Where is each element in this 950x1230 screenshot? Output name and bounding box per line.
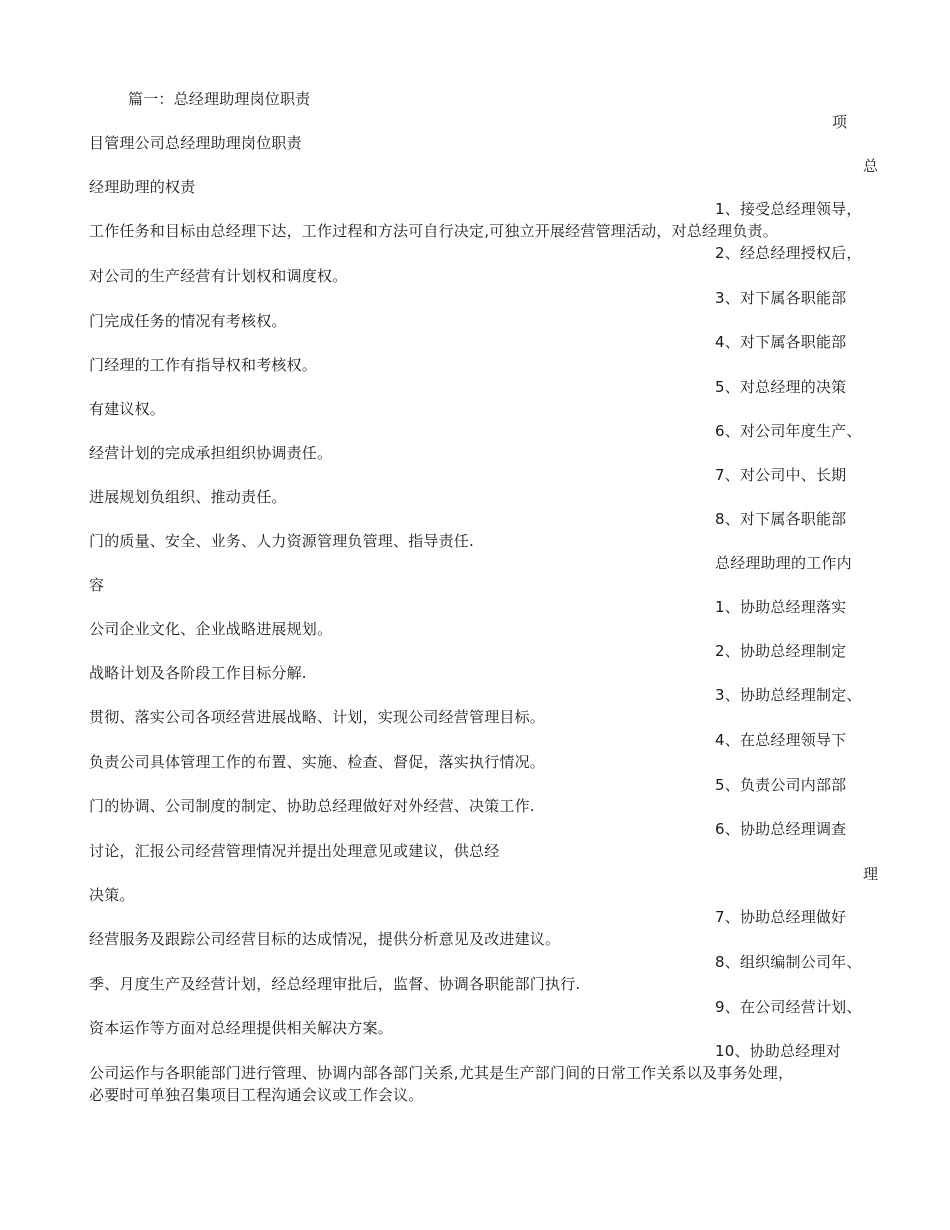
numbered-fragment: 4、对下属各职能部 [715, 333, 847, 351]
numbered-fragment: 8、对下属各职能部 [715, 510, 847, 528]
text-line: 季、月度生产及经营计划，经总经理审批后，监督、协调各职能部门执行. [89, 975, 581, 993]
numbered-fragment: 5、负责公司内部部 [715, 776, 847, 794]
numbered-fragment: 2、协助总经理制定 [715, 642, 847, 660]
text-line: 有建议权。 [89, 400, 166, 418]
document-title: 篇一：总经理助理岗位职责 [128, 90, 311, 108]
text-line: 门的协调、公司制度的制定、协助总经理做好对外经营、决策工作. [89, 797, 535, 815]
side-fragment: 理 [863, 865, 879, 883]
numbered-fragment: 7、对公司中、长期 [715, 466, 847, 484]
numbered-fragment: 8、组织编制公司年、 [715, 953, 862, 971]
numbered-fragment: 2、经总经理授权后， [715, 244, 862, 262]
text-line: 必要时可单独召集项目工程沟通会议或工作会议。 [89, 1086, 424, 1104]
text-line: 门完成任务的情况有考核权。 [89, 312, 287, 330]
numbered-fragment: 6、对公司年度生产、 [715, 422, 862, 440]
text-line: 对公司的生产经营有计划权和调度权。 [89, 267, 348, 285]
text-line: 工作任务和目标由总经理下达，工作过程和方法可自行决定,可独立开展经营管理活动，对总经理负责。 [89, 222, 778, 240]
text-line: 经营服务及跟踪公司经营目标的达成情况，提供分析意见及改进建议。 [89, 930, 561, 948]
section-fragment: 总经理助理的工作内 [715, 554, 852, 572]
text-line: 讨论，汇报公司经营管理情况并提出处理意见或建议，供总经 [89, 842, 500, 860]
text-line: 门的质量、安全、业务、人力资源管理负管理、指导责任. [89, 532, 474, 550]
text-line: 门经理的工作有指导权和考核权。 [89, 356, 318, 374]
numbered-fragment: 10、协助总经理对 [715, 1042, 841, 1060]
text-line: 经营计划的完成承担组织协调责任。 [89, 444, 333, 462]
numbered-fragment: 6、协助总经理调查 [715, 820, 847, 838]
text-line: 战略计划及各阶段工作目标分解. [89, 664, 307, 682]
text-line: 目管理公司总经理助理岗位职责 [89, 134, 302, 152]
text-line: 资本运作等方面对总经理提供相关解决方案。 [89, 1019, 394, 1037]
numbered-fragment: 9、在公司经营计划、 [715, 998, 862, 1016]
text-line: 进展规划负组织、推动责任。 [89, 488, 287, 506]
text-line: 贯彻、落实公司各项经营进展战略、计划，实现公司经营管理目标。 [89, 708, 546, 726]
text-line: 容 [89, 576, 105, 594]
text-line: 负责公司具体管理工作的布置、实施、检查、督促，落实执行情况。 [89, 753, 546, 771]
numbered-fragment: 5、对总经理的决策 [715, 378, 847, 396]
numbered-fragment: 3、协助总经理制定、 [715, 686, 862, 704]
numbered-fragment: 1、协助总经理落实 [715, 598, 847, 616]
text-line: 经理助理的权责 [89, 178, 196, 196]
numbered-fragment: 3、对下属各职能部 [715, 289, 847, 307]
text-line: 公司运作与各职能部门进行管理、协调内部各部门关系,尤其是生产部门间的日常工作关系以及事务处理， [89, 1064, 794, 1082]
side-fragment: 项 [832, 113, 848, 131]
numbered-fragment: 1、接受总经理领导， [715, 200, 862, 218]
side-fragment: 总 [863, 157, 879, 175]
numbered-fragment: 4、在总经理领导下 [715, 731, 847, 749]
numbered-fragment: 7、协助总经理做好 [715, 908, 847, 926]
text-line: 公司企业文化、企业战略进展规划。 [89, 620, 333, 638]
text-line: 决策。 [89, 886, 135, 904]
